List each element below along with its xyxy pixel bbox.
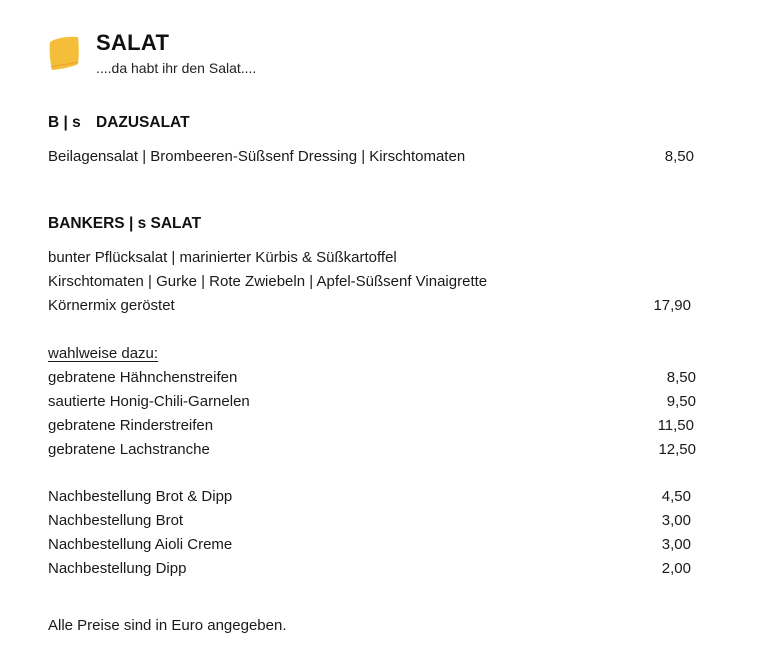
extra-item-name: gebratene Rinderstreifen — [48, 417, 214, 434]
dazusalat-name: DAZUSALAT — [96, 114, 190, 131]
reorder-item-name: Nachbestellung Aioli Creme — [48, 536, 233, 553]
reorder-item-price: 2,00 — [661, 560, 691, 577]
bankers-line-2: Kirschtomaten | Gurke | Rote Zwiebeln | Apfel-Süßsenf Vinaigrette — [48, 273, 488, 290]
extra-item-price: 11,50 — [657, 417, 694, 434]
extra-item-price: 12,50 — [658, 441, 696, 458]
dazusalat-price: 8,50 — [664, 148, 694, 165]
reorder-item-name: Nachbestellung Brot & Dipp — [48, 488, 233, 505]
bankers-line-3: Körnermix geröstet — [48, 297, 175, 314]
reorder-item-price: 3,00 — [661, 536, 691, 553]
extra-item-name: gebratene Hähnchenstreifen — [48, 369, 238, 386]
price-note: Alle Preise sind in Euro angegeben. — [48, 617, 287, 634]
bankers-line-1: bunter Pflücksalat | marinierter Kürbis & Süßkartoffel — [48, 249, 397, 266]
dazusalat-code: B | s — [48, 114, 81, 131]
page-subtitle: ....da habt ihr den Salat.... — [96, 60, 257, 76]
extra-item-price: 8,50 — [666, 369, 696, 386]
dazusalat-heading — [48, 114, 190, 132]
dazusalat-description: Beilagensalat | Brombeeren-Süßsenf Dressing | Kirschtomaten — [48, 148, 466, 165]
extra-item-name: sautierte Honig-Chili-Garnelen — [48, 393, 250, 410]
extra-item-price: 9,50 — [666, 393, 696, 410]
reorder-item-name: Nachbestellung Dipp — [48, 560, 187, 577]
bankers-heading: BANKERS | s SALAT — [48, 215, 202, 232]
bankers-price: 17,90 — [653, 297, 691, 314]
page-title: SALAT — [96, 30, 170, 55]
reorder-item-name: Nachbestellung Brot — [48, 512, 184, 529]
yellow-brush-stroke-icon — [48, 34, 80, 72]
extra-item-name: gebratene Lachstranche — [48, 441, 210, 458]
reorder-item-price: 4,50 — [661, 488, 691, 505]
reorder-item-price: 3,00 — [661, 512, 691, 529]
extras-label: wahlweise dazu: — [48, 345, 159, 362]
